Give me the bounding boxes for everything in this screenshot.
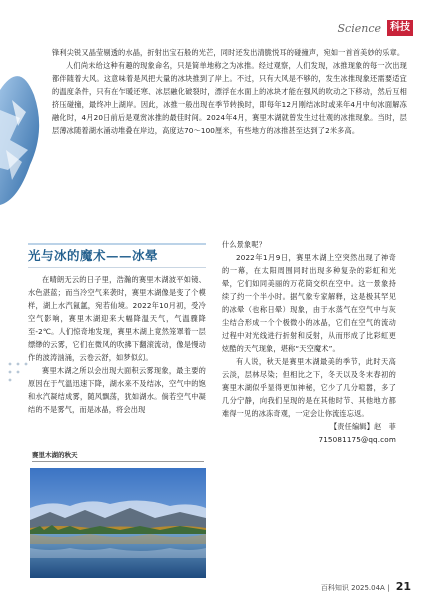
ice-decoration-art <box>0 0 46 220</box>
right-paragraph-2: 2022年1月9日，赛里木湖上空突然出现了神奇的一幕，在太阳周围同时出现多种复杂的彩虹和光晕，它们如同美丽的万花筒交织在空中。这一景象持续了约一个半小时。据气象专家解释，这是极其罕见的冰晕（也称日晕）现象，由于水蒸气在空气中与灰尘结合形成一个个极微小的冰晶，它们在空气的流动过程中对光线进行折射和反射，从而形成了比彩虹更炫酷的天气现象，堪称“天空魔术”。 <box>222 253 396 353</box>
page-number: 21 <box>395 580 411 593</box>
editor-email: 715081175@qq.com <box>318 435 396 444</box>
right-column-text <box>222 238 396 446</box>
left-paragraph-2: 赛里木湖之所以会出现大面积云雾现象，最主要的原因在于气温迅速下降，湖水来不及结冰，空气中的饱和水汽凝结成雾，随风飘荡，犹如湖水。倘若空气中凝结的不是雾气，而是冰晶，将会出现 <box>28 366 206 414</box>
footer-separator: | <box>387 584 390 592</box>
top-paragraph-1: 锋利尖锐又晶莹剔透的水晶，折射出宝石般的光芒，同时还发出清脆悦耳的碰撞声，宛如一首首美妙的乐章。 <box>52 48 405 57</box>
top-text-block <box>52 46 407 137</box>
editor-line: 【责任编辑】赵 菲 <box>329 422 396 431</box>
right-paragraph-3: 有人说，秋天是赛里木湖最美的季节，此时天高云淡，层林尽染；但相比之下，冬天以及冬末春初的赛里木湖似乎显得更加神秘，它少了几分喧嚣，多了几分宁静，向我们呈现的是在其他时节、其他地方都难得一见的冰冻奇观，一定会让你流连忘返。 <box>222 357 396 418</box>
section-title-box <box>28 245 206 268</box>
header-category-badge: 科技 <box>387 20 413 36</box>
header-science-label: Science <box>337 22 381 35</box>
left-paragraph-1: 在晴朗无云的日子里，浩瀚的赛里木湖波平如镜、水色湛蓝；而当冷空气来袭时，赛里木湖像是变了个模样，湖上水汽氤氲，宛若仙境。2022年10月初，受冷空气影响，赛里木湖迎来大幅降温天气，气温骤降至-2℃。人们惊奇地发现，赛里木湖上竟然笼罩着一层缥缈的云雾，它们在微风的吹拂下翻滚流动，像是慢动作的波涛汹涌，云卷云舒，如梦似幻。 <box>28 275 206 362</box>
journal-name: 百科知识 2025.04A <box>320 584 385 592</box>
page-footer <box>321 580 411 593</box>
photo-caption: 赛里木湖的秋天 <box>32 451 78 459</box>
autumn-lake-photo <box>30 468 206 578</box>
left-column-text <box>28 273 206 416</box>
top-paragraph-2: 人们尚未给这种有趣的现象命名，只是简单地称之为冰推。经过观察，人们发现，冰推现象的每一次出现都伴随着大风。这意味着是风把大量的冰块推到了岸上。不过，只有大风是不够的，发生冰推现象还需要适宜的温度条件，只有在乍暖还寒、冰层融化破裂时，漂浮在水面上的冰块才能在强风的吹动之下移动，然后互相挤压碰撞，最终冲上湖岸。因此，冰推一般出现在季节转换时，即每年12月刚结冰时或来年4月中旬冰面解冻融化时，4月20日前后是观赏冰推的最佳时间。2024年4月，赛里木湖就曾发生过壮观的冰推现象。当时，层层薄冰随着湖水涌动堆叠在岸边，高度达70～100厘米，有些地方的冰推甚至达到了2米多高。 <box>52 61 407 135</box>
caption-divider <box>32 461 204 462</box>
section-title: 光与冰的魔术——冰晕 <box>28 248 159 263</box>
right-paragraph-1: 什么景象呢？ <box>222 240 267 249</box>
